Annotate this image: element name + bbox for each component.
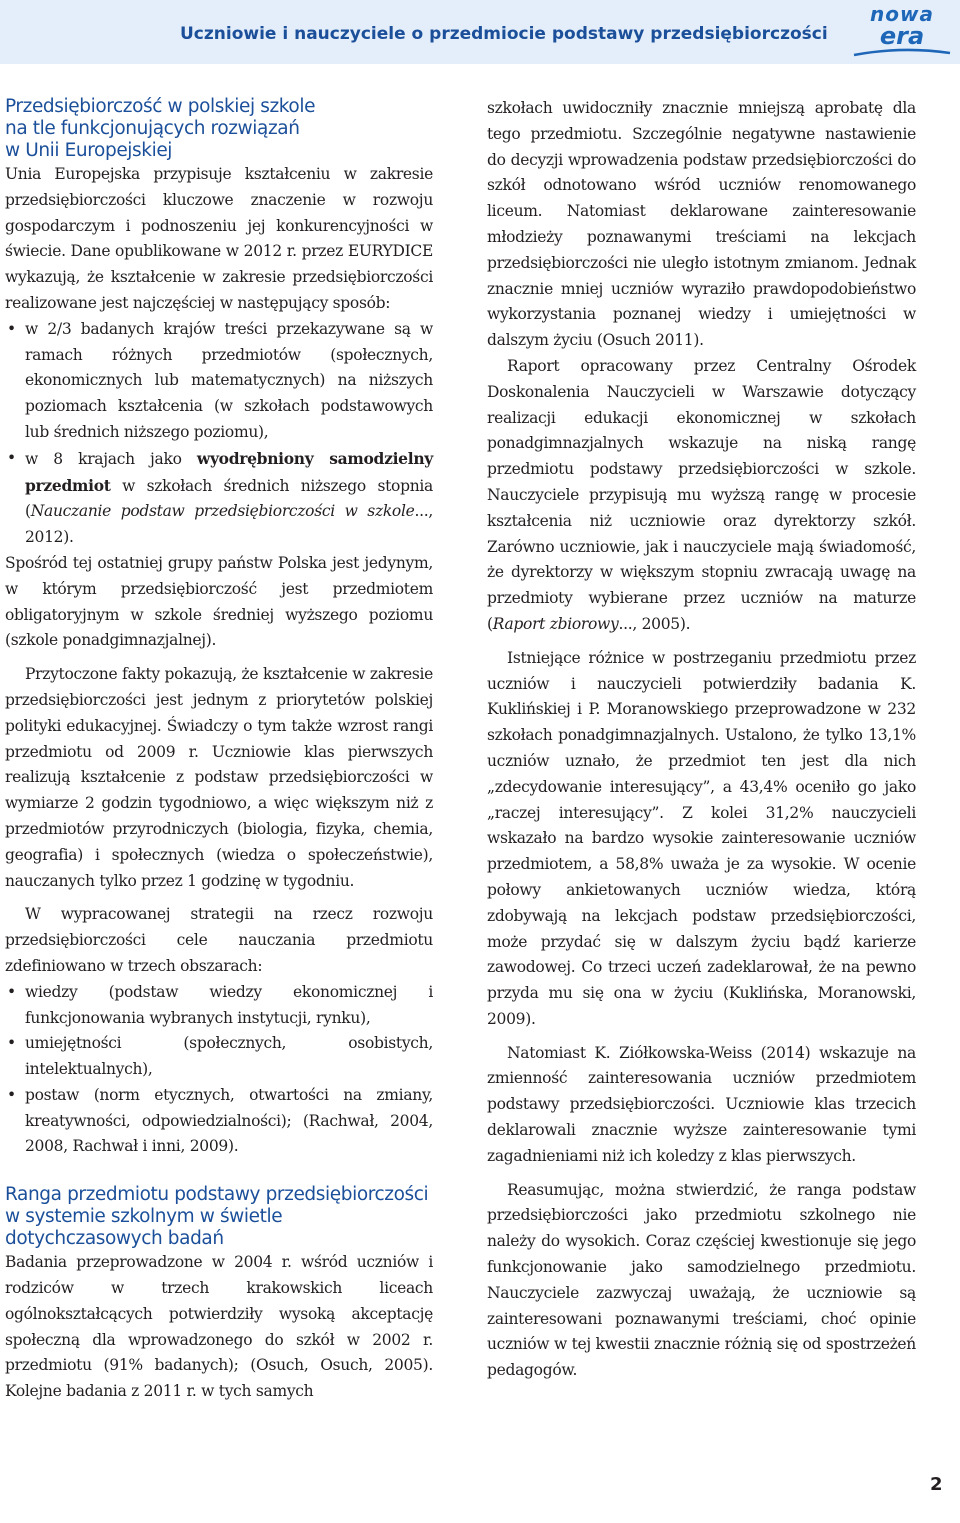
paragraph: Przytoczone fakty pokazują, że kształcenie w zakresie przedsiębiorczości jest jednym z priorytetów polskiej polityki edukacyjnej. Świadczy o tym także wzrost rangi przedmiotu od 2009 r. Uczniowie klas pierwszych realizują kształcenie z podstaw przedsiębiorczości w wymiarze 2 godzin tygodniowo, a więc większym niż z przedmiotów przyrodniczych (biologia, fizyka, chemia, geografia) i społecznych (wiedza o społeczeństwie), nauczanych tylko przez 1 godzinę w tygodniu.: [5, 665, 433, 890]
logo-swoosh-icon: [850, 48, 954, 58]
bullet-list: [5, 317, 433, 551]
paragraph: Unia Europejska przypisuje kształceniu w zakresie przedsiębiorczości kluczowe znaczenie w rozwoju gospodarczym i podnoszeniu jej konkurencyjności w świecie. Dane opublikowane w 2012 r. przez EURYDICE wykazują, że kształcenie w zakresie przedsiębiorczości realizowane jest najczęściej w następujący sposób:: [5, 165, 433, 312]
paragraph: Raport opracowany przez Centralny Ośrodek Doskonalenia Nauczycieli w Warszawie dotyczący realizacji edukacji ekonomicznej w szkołach ponadgimnazjalnych wskazuje na niską rangę przedmiotu podstawy przedsiębiorczości w szkole. Nauczyciele przypisują mu wyższą rangę w procesie kształcenia niż uczniowie oraz dyrektorzy szkół. Zarówno uczniowie, jak i nauczyciele mają świadomość, że dyrektorzy w większym stopniu zwracają uwagę na przedmioty wybierane przez uczniów na maturze (Raport zbiorowy..., 2005).: [487, 356, 916, 633]
nowa-era-logo: [848, 2, 956, 60]
running-title: Uczniowie i nauczyciele o przedmiocie podstawy przedsiębiorczości: [180, 24, 828, 44]
paragraph: Reasumując, można stwierdzić, że ranga podstaw przedsiębiorczości jako przedmiotu szkolnego nie należy do wysokich. Coraz częściej kwestionuje się jego funkcjonowanie jako samodzielnego przedmiotu. Nauczyciele zazwyczaj uważają, że uczniowie są zainteresowani poznawanymi treściami, choć opinie uczniów w tej kwestii znacznie różnią się od spostrzeżeń pedagogów.: [487, 1180, 916, 1380]
section-heading-2: [5, 1184, 433, 1250]
list-item: • wiedzy (podstaw wiedzy ekonomicznej i funkcjonowania wybranych instytucji, rynku),: [5, 980, 433, 1032]
list-item: • w 2/3 badanych krajów treści przekazywane są w ramach różnych przedmiotów (społecznych, ekonomicznych lub matematycznych) na niższych poziomach kształcenia (w szkołach podstawowych lub średnich niższego poziomu),: [5, 317, 433, 446]
paragraph: W wypracowanej strategii na rzecz rozwoju przedsiębiorczości cele nauczania przedmiotu zdefiniowano w trzech obszarach:: [5, 905, 433, 975]
bullet-list: [5, 980, 433, 1161]
citation-title: Nauczanie podstaw przedsiębiorczości w szkole: [30, 502, 415, 521]
citation-title: Raport zbiorowy: [492, 614, 619, 633]
page-number: 2: [930, 1474, 943, 1495]
paragraph: Spośród tej ostatniej grupy państw Polska jest jedynym, w którym przedsiębiorczość jest przedmiotem obligatoryjnym w szkole średniej wyższego poziomu (szkole ponadgimnazjalnej).: [5, 553, 433, 650]
list-item: • w 8 krajach jako wyodrębniony samodzielny przedmiot w szkołach średnich niższego stopnia (Nauczanie podstaw przedsiębiorczości w szkole..., 2012).: [5, 446, 433, 551]
heading-line: w Unii Europejskiej: [5, 140, 173, 161]
heading-line: Ranga przedmiotu podstawy przedsiębiorczości w systemie szkolnym w świetle: [5, 1184, 429, 1228]
logo-word-top: nowa: [870, 2, 934, 26]
heading-line: dotychczasowych badań: [5, 1228, 224, 1250]
paragraph: szkołach uwidoczniły znacznie mniejszą aprobatę dla tego przedmiotu. Szczególnie negatywne nastawienie do decyzji wprowadzenia podstaw przedsiębiorczości do szkół odnotowano wśród uczniów renomowanego liceum. Natomiast deklarowane zainteresowanie młodzieży poznawanymi treściami na lekcjach przedsiębiorczości nie uległo istotnym zmianom. Jednak znacznie mniej uczniów wyraziło prawdopodobieństwo wykorzystania poznanej wiedzy i umiejętności w dalszym życiu (Osuch 2011).: [487, 99, 916, 350]
heading-line: na tle funkcjonujących rozwiązań: [5, 118, 300, 139]
paragraph: Natomiast K. Ziółkowska-Weiss (2014) wskazuje na zmienność zainteresowania uczniów przedmiotem podstawy przedsiębiorczości. Uczniowie klas trzecich deklarowali znacznie wyższe zainteresowanie tymi zagadnieniami niż ich koledzy z klas pierwszych.: [487, 1043, 916, 1165]
list-item: • postaw (norm etycznych, otwartości na zmiany, kreatywności, odpowiedzialności); (Rachwał, 2004, 2008, Rachwał i inni, 2009).: [5, 1083, 433, 1160]
logo-word-bottom: era: [879, 22, 925, 50]
right-column: [487, 96, 916, 1384]
list-item: • umiejętności (społecznych, osobistych, intelektualnych),: [5, 1031, 433, 1083]
page-header: [0, 0, 960, 64]
heading-line: Przedsiębiorczość w polskiej szkole: [5, 96, 316, 117]
section-heading-1: [5, 96, 433, 162]
bold-term: wyodrębniony samodzielny przedmiot: [25, 448, 434, 495]
paragraph: Badania przeprowadzone w 2004 r. wśród uczniów i rodziców w trzech krakowskich liceach ogólnokształcących potwierdziły wysoką akceptację społeczną dla wprowadzonego do szkół w 2002 r. przedmiotu (91% badanych); (Osuch, Osuch, 2005). Kolejne badania z 2011 r. w tych samych: [5, 1253, 433, 1401]
left-column: [5, 96, 433, 1405]
paragraph: Istniejące różnice w postrzeganiu przedmiotu przez uczniów i nauczycieli potwierdziły badania K. Kuklińskiej i P. Moranowskiego przeprowadzone w 232 szkołach ponadgimnazjalnych. Ustalono, że tylko 13,1% uczniów uznało, że przedmiot ten jest dla nich „zdecydowanie interesujący”, a 43,4% oceniło go jako „raczej interesujący”. Z kolei 31,2% nauczycieli wskazało na bardzo wysokie zainteresowanie uczniów przedmiotem, a 58,8% uważa je za wysokie. W ocenie połowy ankietowanych uczniów wiedza, którą zdobywają na lekcjach podstaw przedsiębiorczości, może przydać się w dalszym życiu bądź karierze zawodowej. Co trzeci uczeń zadeklarował, że na pewno przyda mu się ona w życiu (Kuklińska, Moranowski, 2009).: [487, 648, 916, 1028]
